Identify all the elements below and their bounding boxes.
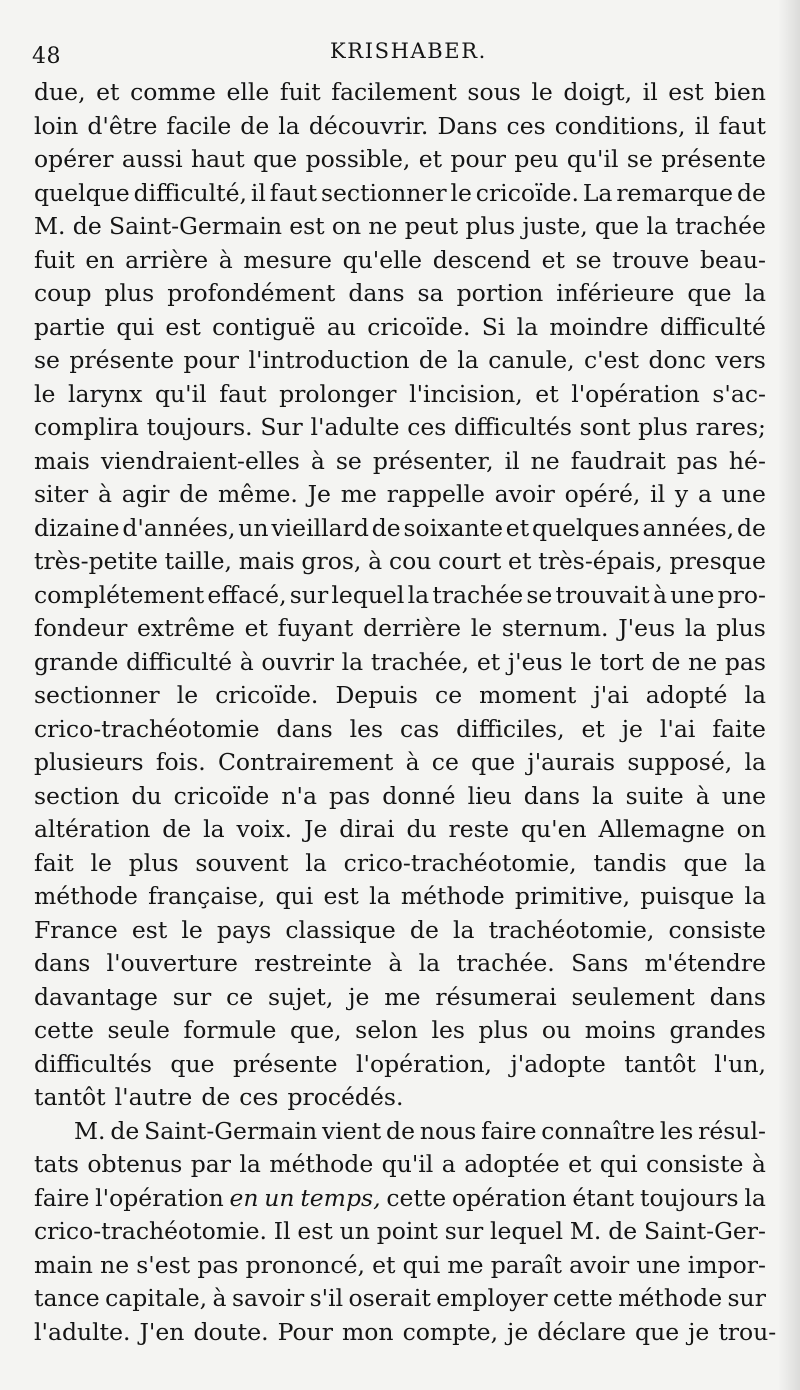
text-line: sectionner le cricoïde. Depuis ce moment j'ai adopté la — [34, 681, 766, 709]
text-line: mais viendraient-elles à se présenter, il ne faudrait pas hé- — [34, 446, 766, 475]
page-number: 48 — [32, 44, 61, 69]
text-line: le larynx qu'il faut prolonger l'incision, et l'opération s'ac- — [34, 379, 766, 408]
text-line: complétement effacé, sur lequel la trachée se trouvait à une pro- — [34, 580, 766, 609]
text-line: dizaine d'années, un vieillard de soixante et quelques années, de — [34, 513, 766, 542]
text-line: loin d'être facile de la découvrir. Dans ces conditions, il faut — [34, 111, 766, 140]
text-line: crico-trachéotomie dans les cas difficiles, et je l'ai faite — [34, 714, 766, 743]
text-line: M. de Saint-Germain vient de nous faire connaître les résul- — [74, 1116, 766, 1145]
text-line: cette seule formule que, selon les plus ou moins grandes — [34, 1016, 766, 1044]
text-line: coup plus profondément dans sa portion inférieure que la — [34, 279, 766, 307]
text-line: dans l'ouverture restreinte à la trachée. Sans m'étendre — [34, 949, 766, 977]
text-line: très-petite taille, mais gros, à cou court et très-épais, presque — [34, 547, 766, 575]
text-line: complira toujours. Sur l'adulte ces difficultés sont plus rares; — [34, 413, 766, 441]
text-line: grande difficulté à ouvrir la trachée, et j'eus le tort de ne pas — [34, 647, 766, 676]
text-line: crico-trachéotomie. Il est un point sur lequel M. de Saint-Ger- — [34, 1217, 766, 1245]
running-head: KRISHABER. — [330, 39, 487, 63]
paragraph — [34, 1115, 777, 1350]
text-line: section du cricoïde n'a pas donné lieu dans la suite à une — [34, 781, 766, 810]
text-line: altération de la voix. Je dirai du reste qu'en Allemagne on — [34, 815, 766, 843]
text-line: méthode française, qui est la méthode primitive, puisque la — [34, 882, 766, 910]
page-header — [32, 36, 772, 72]
text-line: quelque difficulté, il faut sectionner le cricoïde. La remarque de — [34, 178, 766, 207]
text-line: faire l'opération en un temps, cette opération étant toujours la — [34, 1183, 766, 1212]
text-line: partie qui est contiguë au cricoïde. Si la moindre difficulté — [34, 312, 766, 341]
text-line: main ne s'est pas prononcé, et qui me paraît avoir une impor- — [34, 1250, 766, 1279]
text-line: fait le plus souvent la crico-trachéotomie, tandis que la — [34, 848, 766, 877]
text-line: davantage sur ce sujet, je me résumerai seulement dans — [34, 982, 766, 1011]
text-line: M. de Saint-Germain est on ne peut plus juste, que la trachée — [34, 212, 766, 240]
text-line: France est le pays classique de la trachéotomie, consiste — [34, 915, 766, 944]
text-line: se présente pour l'introduction de la canule, c'est donc vers — [34, 346, 766, 374]
text-line: tantôt l'autre de ces procédés. — [34, 1083, 404, 1111]
text-line: fuit en arrière à mesure qu'elle descend et se trouve beau- — [34, 245, 766, 274]
text-line: l'adulte. J'en doute. Pour mon compte, je déclare que je trou- — [34, 1317, 777, 1346]
text-line: tats obtenus par la méthode qu'il a adoptée et qui consiste à — [34, 1150, 766, 1178]
body-text — [34, 76, 777, 1349]
text-line: difficultés que présente l'opération, j'adopte tantôt l'un, — [34, 1049, 766, 1078]
text-line: plusieurs fois. Contrairement à ce que j'aurais supposé, la — [34, 748, 766, 776]
text-line: opérer aussi haut que possible, et pour peu qu'il se présente — [34, 145, 766, 173]
text-line: due, et comme elle fuit facilement sous le doigt, il est bien — [34, 78, 766, 106]
text-line: fondeur extrême et fuyant derrière le sternum. J'eus la plus — [34, 614, 766, 642]
text-line: siter à agir de même. Je me rappelle avoir opéré, il y a une — [34, 480, 766, 508]
text-line: tance capitale, à savoir s'il oserait employer cette méthode sur — [34, 1284, 766, 1312]
paragraph — [34, 76, 766, 1115]
